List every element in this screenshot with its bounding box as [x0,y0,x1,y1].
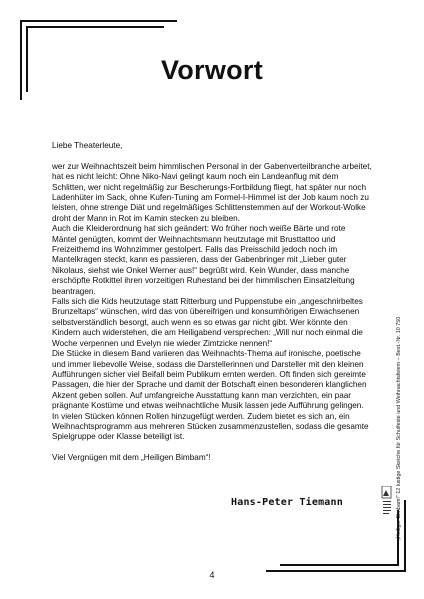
page-number: 4 [209,570,215,580]
closing-line: Viel Vergnügen mit dem „Heiligen Bimbam“! [52,453,211,463]
paragraph-3: Falls sich die Kids heutzutage statt Ritterburg und Puppenstube ein „angeschnirbeltes Brunzeltaps“ wünschen, wird das von übereifrigen und konsumhörigen Erwachsenen selbstverständlich besorgt, auch wenn es so etwas gar nicht gibt. Wer könnte den Kindern auch widerstehen, die am Heiligabend versprechen: „Will nur noch einmal die Woche verpennen und Evelyn nie wieder Zimtzicke nennen!“ [52,297,363,348]
paragraph-4: Die Stücke in diesem Band variieren das Weihnachts-Thema auf ironische, poetische und immer liebevolle Weise, sodass die Darstellerinnen und Darsteller mit den kleinen Aufführungen sicher viel Beifall beim Publikum ernten werden. Oft finden sich gereimte Passagen, die hier der Sprache und damit der Botschaft einen besonderen klanglichen Akzent geben sollen. Auf umfangreiche Ausstattung kann man verzichten, ein paar prägnante Kostüme und etwas weihnachtliche Musik lassen jede Aufführung gelingen. [52,349,367,411]
author-signature: Hans-Peter Tiemann [231,497,343,508]
paragraph-5: In vielen Stücken können Rollen hinzugefügt werden. Zudem bietet es sich an, ein Weihnachtsprogramm aus mehreren Stücken zusammenzustellen, sodass die gesamte Spielgruppe oder Klasse beteiligt ist. [52,411,369,442]
book-reference-vertical: „Heiliger Bimbam!" 12 lustige Sketche für Schulfeste und Weihnachtsfeiern – Best.-Nr. 10 750 [396,316,402,540]
paragraph-spacer [52,443,372,453]
page-title: Vorwort [160,55,264,85]
paragraph-spacer [52,151,372,161]
salutation: Liebe Theaterleute, [52,141,123,150]
publisher-logo-icon [381,486,393,524]
paragraph-1: wer zur Weihnachtszeit beim himmlischen Personal in der Gabenverteilbranche arbeitet, hat es nicht leicht: Ohne Niko-Navi gelingt kaum noch ein Landeanflug mit dem Schlitten, wer nicht regelmäßig zur Bescherungs-Fortbildung fliegt, hat später nur noch Ladenhüter im Sack, ohne Kufen-Tuning am Formel-I-Himmel ist der Job kaum noch zu leisten, ohne strenge Diät und regelmäßiges Schlittenstemmen auf der Workout-Wolke droht der Mann in Rot im Kamin stecken zu bleiben. [52,161,372,223]
foreword-body [52,141,372,464]
paragraph-2: Auch die Kleiderordnung hat sich geändert: Wo früher noch weiße Bärte und rote Mäntel genügten, kommt der Weihnachtsmann heutzutage mit Brusttattoo und Freizeithemd ins Wohnzimmer gestolpert. Falls das Preisschild jedoch noch im Mantelkragen steckt, kann es passieren, dass der Gabenbringer mit „Lieber guter Nikolaus, siehst wie Onkel Werner aus!“ begrüßt wird. Kein Wunder, dass manche erschöpfte Rotkittel ihren vorzeitigen Ruhestand bei der himmlischen Einsatzleitung beantragen. [52,224,355,296]
